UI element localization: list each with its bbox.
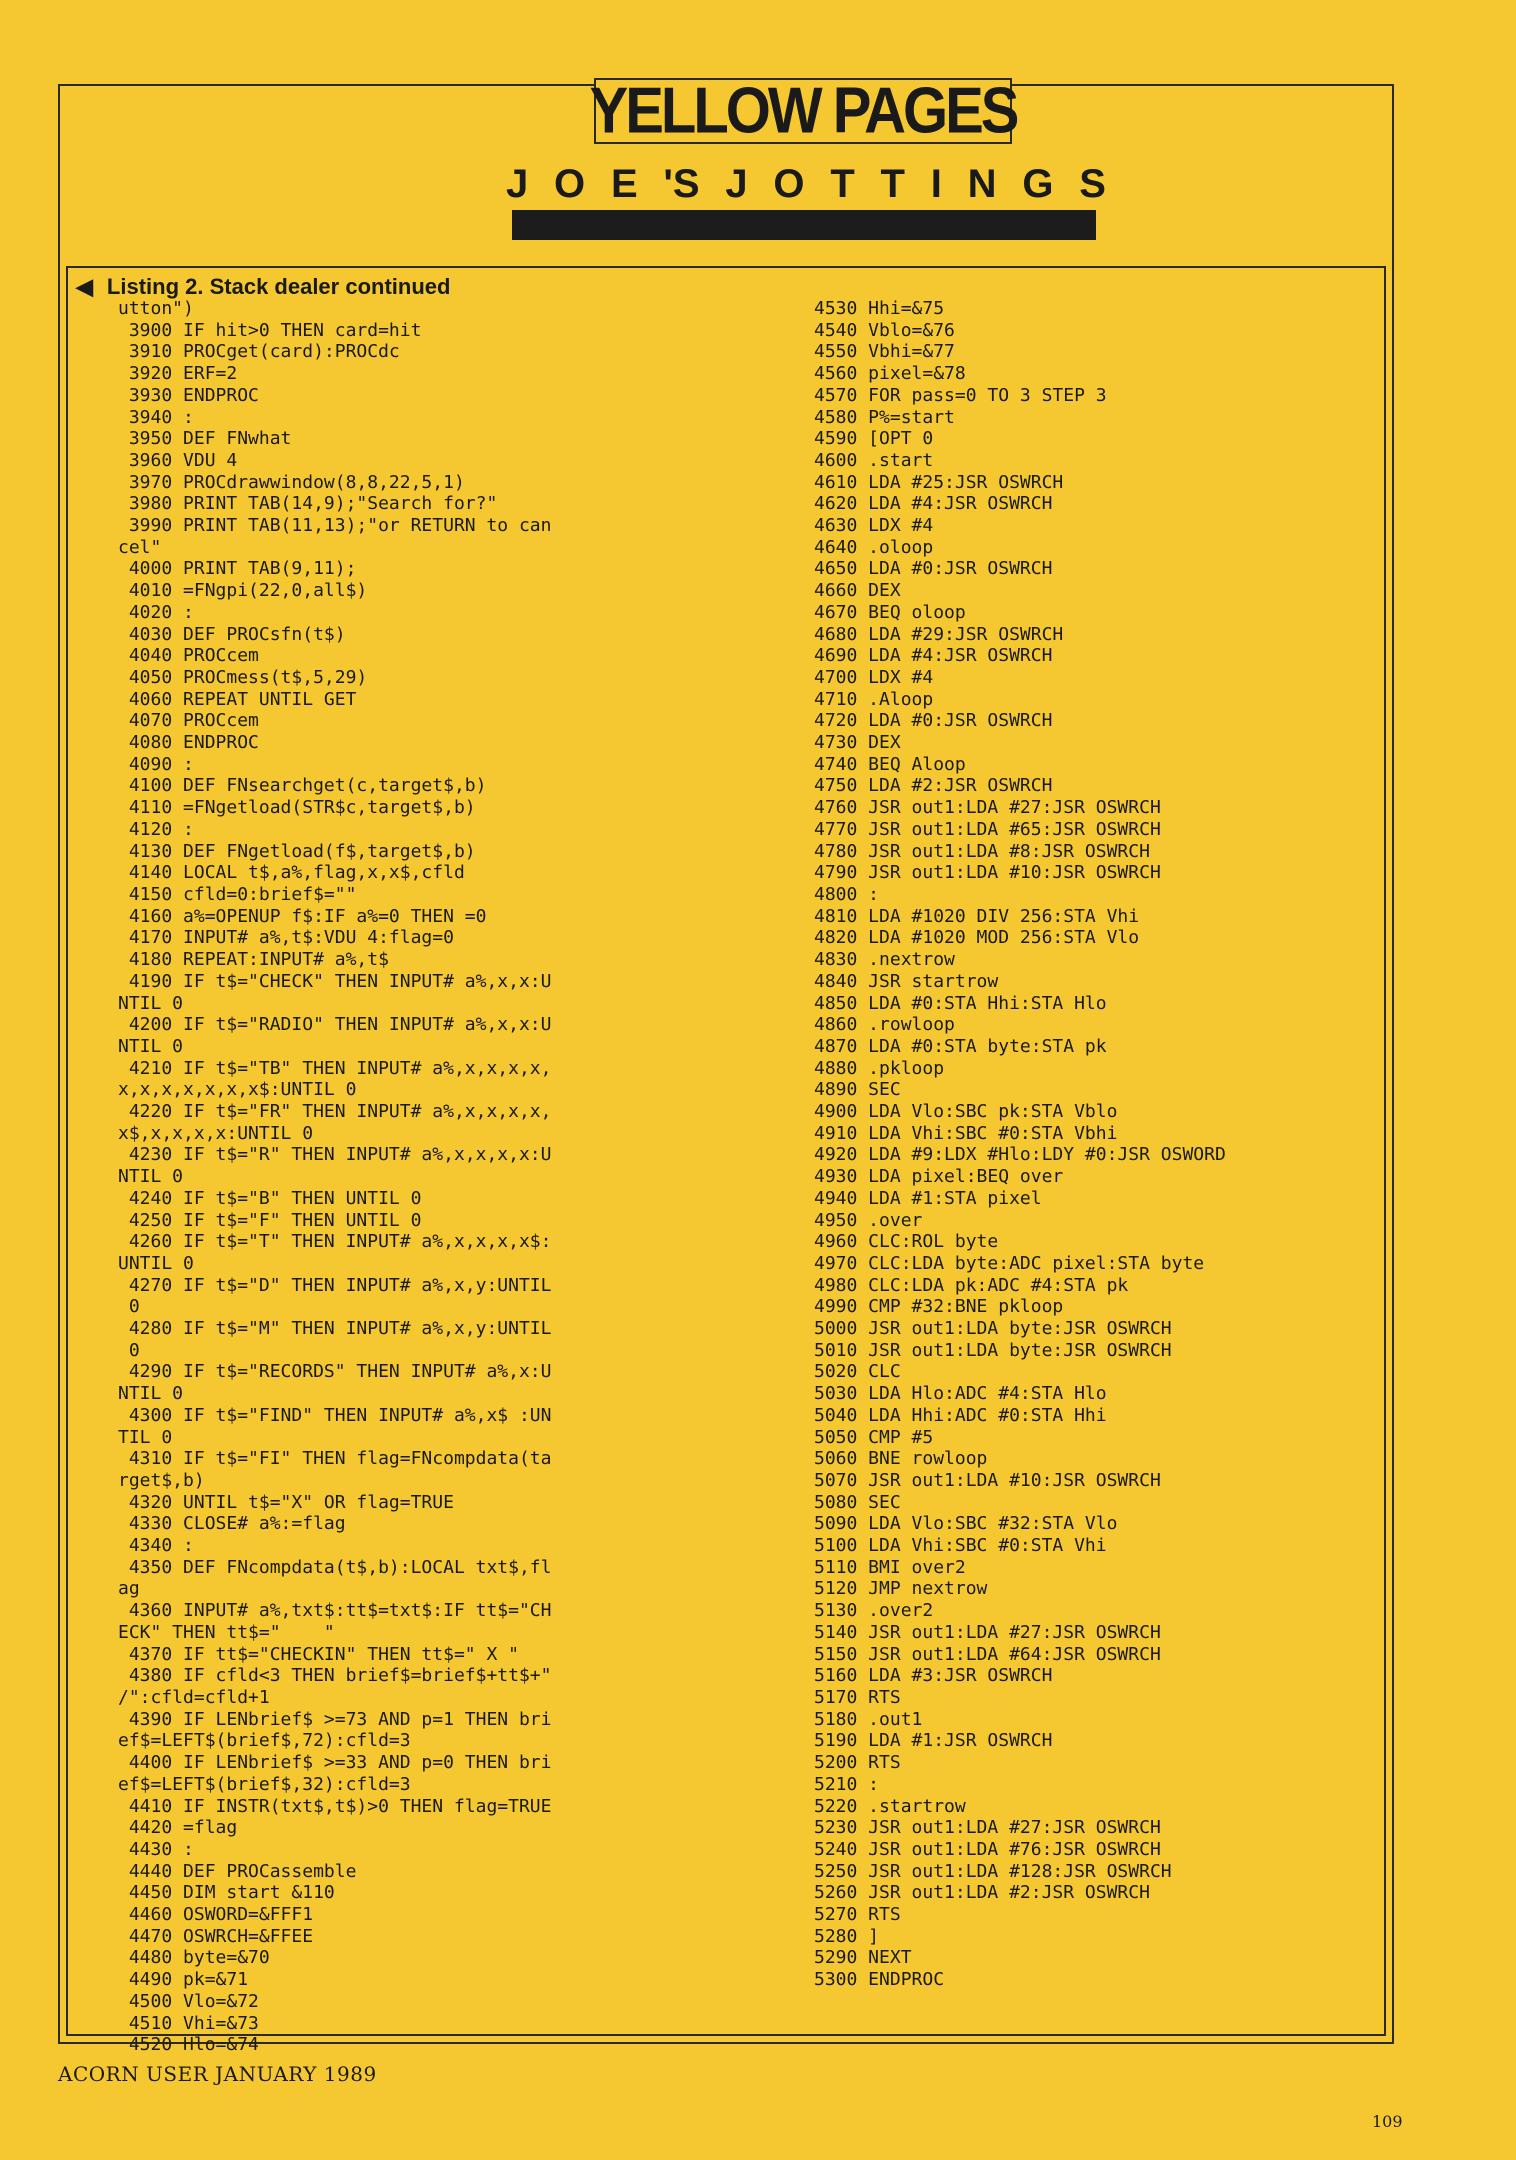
code-line: 4930 LDA pixel:BEQ over bbox=[814, 1166, 1064, 1188]
code-line: 4110 =FNgetload(STR$c,target$,b) bbox=[118, 797, 476, 819]
code-line: 3970 PROCdrawwindow(8,8,22,5,1) bbox=[118, 471, 465, 493]
code-line: 4970 CLC:LDA byte:ADC pixel:STA byte bbox=[814, 1252, 1205, 1274]
code-line: 4460 OSWORD=&FFF1 bbox=[118, 1904, 314, 1926]
code-line: 4530 Hhi=&75 bbox=[814, 298, 945, 319]
code-line: 4950 .over bbox=[814, 1209, 923, 1231]
code-line: 4760 JSR out1:LDA #27:JSR OSWRCH bbox=[814, 797, 1161, 819]
code-line: 4470 OSWRCH=&FFEE bbox=[118, 1925, 314, 1947]
code-line: NTIL 0 bbox=[118, 992, 184, 1014]
code-line: 4420 =flag bbox=[118, 1817, 238, 1839]
code-line: 5140 JSR out1:LDA #27:JSR OSWRCH bbox=[814, 1621, 1161, 1643]
code-line: 4400 IF LENbrief$ >=33 AND p=0 THEN bri bbox=[118, 1752, 552, 1774]
code-line: 4260 IF t$="T" THEN INPUT# a%,x,x,x,x$: bbox=[118, 1231, 552, 1253]
code-line: 5080 SEC bbox=[814, 1491, 901, 1513]
code-line: 5120 JMP nextrow bbox=[814, 1578, 988, 1600]
code-line: 4270 IF t$="D" THEN INPUT# a%,x,y:UNTIL bbox=[118, 1274, 552, 1296]
section-title-letter: G bbox=[1022, 161, 1054, 206]
section-title-letter: S bbox=[1079, 161, 1106, 206]
section-title-letter: 'S bbox=[663, 161, 700, 206]
left-triangle-icon: ◀ bbox=[76, 274, 93, 299]
code-line: ag bbox=[118, 1578, 140, 1600]
code-line: 4540 Vblo=&76 bbox=[814, 319, 955, 341]
code-line: 4120 : bbox=[118, 818, 194, 840]
code-line: 4860 .rowloop bbox=[814, 1014, 955, 1036]
code-line: 4410 IF INSTR(txt$,t$)>0 THEN flag=TRUE bbox=[118, 1795, 552, 1817]
code-line: 4340 : bbox=[118, 1535, 194, 1557]
code-line: 4610 LDA #25:JSR OSWRCH bbox=[814, 471, 1064, 493]
masthead-title: YELLOW PAGES bbox=[589, 74, 1017, 147]
code-line: 4480 byte=&70 bbox=[118, 1947, 270, 1969]
code-line: 3990 PRINT TAB(11,13);"or RETURN to can bbox=[118, 515, 552, 537]
code-line: 5020 CLC bbox=[814, 1361, 901, 1383]
code-line: 4960 CLC:ROL byte bbox=[814, 1231, 999, 1253]
code-line: 4300 IF t$="FIND" THEN INPUT# a%,x$ :UN bbox=[118, 1404, 552, 1426]
code-line: 4980 CLC:LDA pk:ADC #4:STA pk bbox=[814, 1274, 1129, 1296]
code-line: 4290 IF t$="RECORDS" THEN INPUT# a%,x:U bbox=[118, 1361, 552, 1383]
code-line: 4140 LOCAL t$,a%,flag,x,x$,cfld bbox=[118, 862, 465, 884]
code-line: ef$=LEFT$(brief$,72):cfld=3 bbox=[118, 1730, 411, 1752]
code-line: 5300 ENDPROC bbox=[814, 1969, 945, 1991]
code-line: 4240 IF t$="B" THEN UNTIL 0 bbox=[118, 1187, 422, 1209]
code-line: 4490 pk=&71 bbox=[118, 1969, 249, 1991]
code-line: 4210 IF t$="TB" THEN INPUT# a%,x,x,x,x, bbox=[118, 1057, 552, 1079]
code-line: 5240 JSR out1:LDA #76:JSR OSWRCH bbox=[814, 1838, 1161, 1860]
code-line: 4560 pixel=&78 bbox=[814, 363, 966, 385]
section-title bbox=[506, 158, 1106, 210]
code-line: 4430 : bbox=[118, 1838, 194, 1860]
code-line: 4630 LDX #4 bbox=[814, 515, 934, 537]
code-line: 4730 DEX bbox=[814, 732, 901, 754]
code-line: 3980 PRINT TAB(14,9);"Search for?" bbox=[118, 493, 498, 515]
code-line: 4920 LDA #9:LDX #Hlo:LDY #0:JSR OSWORD bbox=[814, 1144, 1226, 1166]
code-line: 4390 IF LENbrief$ >=73 AND p=1 THEN bri bbox=[118, 1708, 552, 1730]
code-line: 5130 .over2 bbox=[814, 1600, 934, 1622]
code-line: 0 bbox=[118, 1296, 140, 1318]
code-line: 4650 LDA #0:JSR OSWRCH bbox=[814, 558, 1053, 580]
code-line: 3910 PROCget(card):PROCdc bbox=[118, 341, 400, 363]
code-line: 4250 IF t$="F" THEN UNTIL 0 bbox=[118, 1209, 422, 1231]
code-line: 5090 LDA Vlo:SBC #32:STA Vlo bbox=[814, 1513, 1118, 1535]
section-title-letter: I bbox=[930, 161, 942, 206]
section-title-letter: T bbox=[830, 161, 855, 206]
code-line: 4220 IF t$="FR" THEN INPUT# a%,x,x,x,x, bbox=[118, 1101, 552, 1123]
code-line: 5000 JSR out1:LDA byte:JSR OSWRCH bbox=[814, 1318, 1172, 1340]
code-line: 4900 LDA Vlo:SBC pk:STA Vblo bbox=[814, 1101, 1118, 1123]
code-line: 4670 BEQ oloop bbox=[814, 601, 966, 623]
code-line: 4090 : bbox=[118, 753, 194, 775]
code-line: 3950 DEF FNwhat bbox=[118, 428, 292, 450]
code-line: 4330 CLOSE# a%:=flag bbox=[118, 1513, 346, 1535]
code-line: 4230 IF t$="R" THEN INPUT# a%,x,x,x,x:U bbox=[118, 1144, 552, 1166]
code-line: 4440 DEF PROCassemble bbox=[118, 1860, 357, 1882]
code-line: 5200 RTS bbox=[814, 1752, 901, 1774]
code-line: NTIL 0 bbox=[118, 1035, 184, 1057]
code-line: 4640 .oloop bbox=[814, 536, 934, 558]
code-line: 4380 IF cfld<3 THEN brief$=brief$+tt$+" bbox=[118, 1665, 552, 1687]
code-line: 4060 REPEAT UNTIL GET bbox=[118, 688, 357, 710]
code-line: 5190 LDA #1:JSR OSWRCH bbox=[814, 1730, 1053, 1752]
section-title-letter: J bbox=[725, 161, 748, 206]
code-line: 5070 JSR out1:LDA #10:JSR OSWRCH bbox=[814, 1469, 1161, 1491]
code-line: 4190 IF t$="CHECK" THEN INPUT# a%,x,x:U bbox=[118, 970, 552, 992]
code-line: 4770 JSR out1:LDA #65:JSR OSWRCH bbox=[814, 818, 1161, 840]
code-line: 5060 BNE rowloop bbox=[814, 1448, 988, 1470]
code-line: 4570 FOR pass=0 TO 3 STEP 3 bbox=[814, 384, 1107, 406]
code-line: 3930 ENDPROC bbox=[118, 384, 259, 406]
code-line: 4170 INPUT# a%,t$:VDU 4:flag=0 bbox=[118, 927, 454, 949]
code-line: 5010 JSR out1:LDA byte:JSR OSWRCH bbox=[814, 1339, 1172, 1361]
code-line: 4160 a%=OPENUP f$:IF a%=0 THEN =0 bbox=[118, 905, 487, 927]
code-line: 4000 PRINT TAB(9,11); bbox=[118, 558, 357, 580]
code-line: 4320 UNTIL t$="X" OR flag=TRUE bbox=[118, 1491, 454, 1513]
code-line: rget$,b) bbox=[118, 1469, 205, 1491]
code-line: 4700 LDX #4 bbox=[814, 666, 934, 688]
code-line: 5040 LDA Hhi:ADC #0:STA Hhi bbox=[814, 1404, 1107, 1426]
code-line: ECK" THEN tt$=" " bbox=[118, 1621, 335, 1643]
code-line: 5170 RTS bbox=[814, 1687, 901, 1708]
code-line: 4360 INPUT# a%,txt$:tt$=txt$:IF tt$="CH bbox=[118, 1600, 552, 1622]
section-title-letter: N bbox=[967, 161, 997, 206]
code-line: 5220 .startrow bbox=[814, 1795, 966, 1817]
code-line: 0 bbox=[118, 1339, 140, 1361]
code-line: 5250 JSR out1:LDA #128:JSR OSWRCH bbox=[814, 1860, 1172, 1882]
footer-publication: ACORN USER JANUARY 1989 bbox=[58, 2062, 377, 2086]
code-line: 4820 LDA #1020 MOD 256:STA Vlo bbox=[814, 927, 1140, 949]
code-line: 4130 DEF FNgetload(f$,target$,b) bbox=[118, 840, 476, 862]
code-line: /":cfld=cfld+1 bbox=[118, 1687, 270, 1708]
code-line: 4620 LDA #4:JSR OSWRCH bbox=[814, 493, 1053, 515]
code-line: 4840 JSR startrow bbox=[814, 970, 999, 992]
masthead-box bbox=[589, 74, 1017, 147]
code-line: 5180 .out1 bbox=[814, 1708, 923, 1730]
code-line: 4940 LDA #1:STA pixel bbox=[814, 1187, 1042, 1209]
code-line: 4680 LDA #29:JSR OSWRCH bbox=[814, 623, 1064, 645]
code-line: NTIL 0 bbox=[118, 1166, 184, 1188]
code-line: 4180 REPEAT:INPUT# a%,t$ bbox=[118, 949, 389, 971]
code-line: 4880 .pkloop bbox=[814, 1057, 945, 1079]
code-column-left bbox=[118, 298, 551, 2056]
code-line: 5050 CMP #5 bbox=[814, 1426, 934, 1448]
code-line: 4040 PROCcem bbox=[118, 645, 259, 667]
code-line: 4550 Vbhi=&77 bbox=[814, 341, 955, 363]
code-line: 4990 CMP #32:BNE pkloop bbox=[814, 1296, 1064, 1318]
code-line: 4850 LDA #0:STA Hhi:STA Hlo bbox=[814, 992, 1107, 1014]
code-line: 4810 LDA #1020 DIV 256:STA Vhi bbox=[814, 905, 1140, 927]
code-line: 3940 : bbox=[118, 406, 194, 428]
code-line: UNTIL 0 bbox=[118, 1252, 194, 1274]
code-column-right bbox=[814, 298, 1226, 1991]
code-line: 4370 IF tt$="CHECKIN" THEN tt$=" X " bbox=[118, 1643, 519, 1665]
section-title-letter: E bbox=[610, 161, 638, 206]
code-line: cel" bbox=[118, 536, 162, 558]
code-line: 5280 ] bbox=[814, 1925, 880, 1947]
code-line: 4280 IF t$="M" THEN INPUT# a%,x,y:UNTIL bbox=[118, 1318, 552, 1340]
code-line: 3920 ERF=2 bbox=[118, 363, 238, 385]
code-line: utton") bbox=[118, 298, 194, 319]
code-line: 4590 [OPT 0 bbox=[814, 428, 934, 450]
code-line: 4100 DEF FNsearchget(c,target$,b) bbox=[118, 775, 487, 797]
code-line: 4450 DIM start &110 bbox=[118, 1882, 335, 1904]
code-line: ef$=LEFT$(brief$,32):cfld=3 bbox=[118, 1773, 411, 1795]
code-line: 4070 PROCcem bbox=[118, 710, 259, 732]
code-line: 3960 VDU 4 bbox=[118, 449, 238, 471]
code-line: 5150 JSR out1:LDA #64:JSR OSWRCH bbox=[814, 1643, 1161, 1665]
listing-caption-text: Listing 2. Stack dealer continued bbox=[106, 274, 451, 299]
code-line: 4870 LDA #0:STA byte:STA pk bbox=[814, 1035, 1107, 1057]
code-line: 4780 JSR out1:LDA #8:JSR OSWRCH bbox=[814, 840, 1150, 862]
footer-page-number: 109 bbox=[1372, 2112, 1403, 2131]
section-title-letter: J bbox=[506, 161, 529, 206]
code-line: x,x,x,x,x,x,x$:UNTIL 0 bbox=[118, 1079, 357, 1101]
code-line: 5260 JSR out1:LDA #2:JSR OSWRCH bbox=[814, 1882, 1150, 1904]
code-line: 4080 ENDPROC bbox=[118, 732, 259, 754]
code-line: 4890 SEC bbox=[814, 1079, 901, 1101]
section-title-letter: O bbox=[554, 161, 586, 206]
code-line: 4020 : bbox=[118, 601, 194, 623]
code-line: 4500 Vlo=&72 bbox=[118, 1990, 259, 2012]
code-line: 5230 JSR out1:LDA #27:JSR OSWRCH bbox=[814, 1817, 1161, 1839]
code-line: 4800 : bbox=[814, 883, 880, 905]
section-title-letter: O bbox=[773, 161, 805, 206]
code-line: 4510 Vhi=&73 bbox=[118, 2012, 259, 2034]
code-line: TIL 0 bbox=[118, 1426, 173, 1448]
section-title-letter: T bbox=[880, 161, 905, 206]
code-line: 4690 LDA #4:JSR OSWRCH bbox=[814, 645, 1053, 667]
code-line: 5290 NEXT bbox=[814, 1947, 912, 1969]
code-line: 5270 RTS bbox=[814, 1904, 901, 1926]
code-line: 4580 P%=start bbox=[814, 406, 955, 428]
code-line: 4790 JSR out1:LDA #10:JSR OSWRCH bbox=[814, 862, 1161, 884]
code-line: 5160 LDA #3:JSR OSWRCH bbox=[814, 1665, 1053, 1687]
code-line: 4350 DEF FNcompdata(t$,b):LOCAL txt$,fl bbox=[118, 1556, 552, 1578]
code-line: 4310 IF t$="FI" THEN flag=FNcompdata(ta bbox=[118, 1448, 552, 1470]
code-line: 4200 IF t$="RADIO" THEN INPUT# a%,x,x:U bbox=[118, 1014, 552, 1036]
code-line: 4720 LDA #0:JSR OSWRCH bbox=[814, 710, 1053, 732]
code-line: 4830 .nextrow bbox=[814, 949, 955, 971]
code-line: 4050 PROCmess(t$,5,29) bbox=[118, 666, 368, 688]
code-line: 4910 LDA Vhi:SBC #0:STA Vbhi bbox=[814, 1122, 1118, 1144]
code-line: 5100 LDA Vhi:SBC #0:STA Vhi bbox=[814, 1535, 1107, 1557]
code-line: 4520 Hlo=&74 bbox=[118, 2034, 259, 2056]
code-line: 4750 LDA #2:JSR OSWRCH bbox=[814, 775, 1053, 797]
code-line: 4600 .start bbox=[814, 449, 934, 471]
code-line: 5110 BMI over2 bbox=[814, 1556, 966, 1578]
code-line: 3900 IF hit>0 THEN card=hit bbox=[118, 319, 422, 341]
code-line: 4710 .Aloop bbox=[814, 688, 934, 710]
code-line: 4010 =FNgpi(22,0,all$) bbox=[118, 580, 368, 602]
code-line: NTIL 0 bbox=[118, 1383, 184, 1405]
code-line: x$,x,x,x,x:UNTIL 0 bbox=[118, 1122, 314, 1144]
code-line: 4150 cfld=0:brief$="" bbox=[118, 883, 357, 905]
code-line: 4740 BEQ Aloop bbox=[814, 753, 966, 775]
code-line: 5030 LDA Hlo:ADC #4:STA Hlo bbox=[814, 1383, 1107, 1405]
title-underline-bar bbox=[512, 210, 1096, 240]
code-line: 4030 DEF PROCsfn(t$) bbox=[118, 623, 346, 645]
code-line: 5210 : bbox=[814, 1773, 880, 1795]
code-line: 4660 DEX bbox=[814, 580, 901, 602]
